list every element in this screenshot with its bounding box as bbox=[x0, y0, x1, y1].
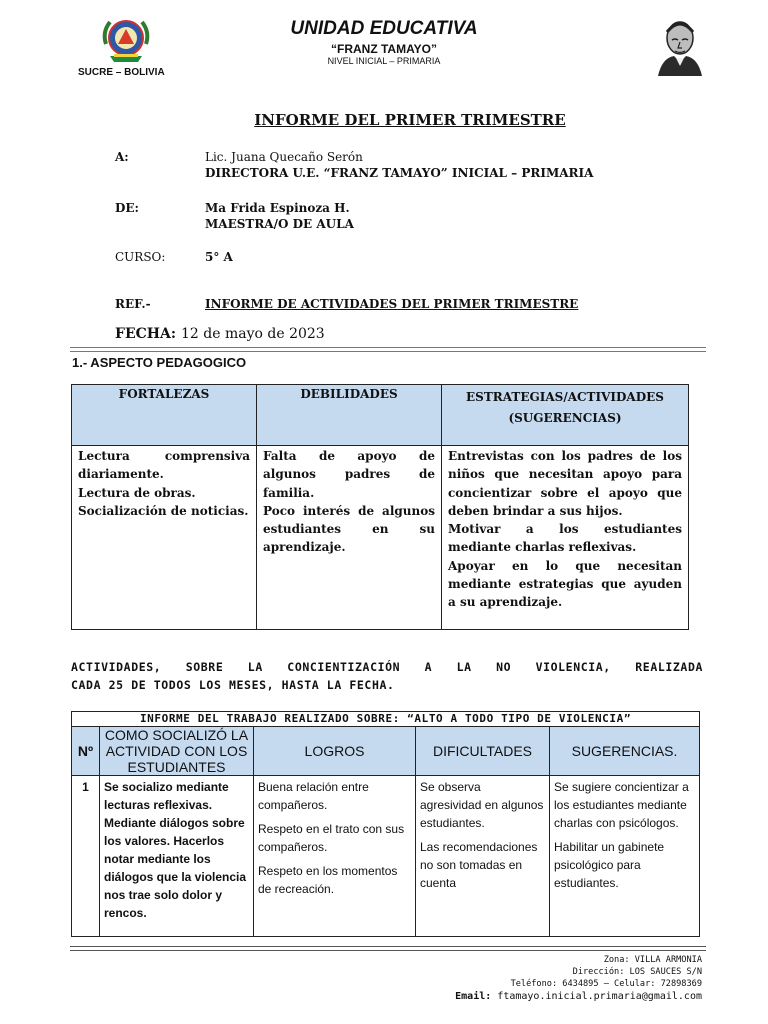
list-item: Apoyar en lo que necesitan mediante estrategias que ayuden a su aprendizaje. bbox=[448, 558, 682, 610]
debilidades-cell bbox=[257, 446, 442, 630]
socializo-cell: Se socializo mediante lecturas reflexivas. Mediante diálogos sobre los valores. Hacerlos notar mediante los diálogos que la violencia nos trae solo dolor y rencos. bbox=[100, 776, 254, 937]
header-number: Nº bbox=[72, 727, 100, 776]
from-label: DE: bbox=[115, 201, 139, 215]
footer-telefono: Teléfono: 6434895 – Celular: 72898369 bbox=[510, 979, 702, 989]
to-role: DIRECTORA U.E. “FRANZ TAMAYO” INICIAL – PRIMARIA bbox=[205, 166, 594, 180]
footer-email-link[interactable]: ftamayo.inicial.primaria@gmail.com bbox=[497, 991, 702, 1002]
estrategias-cell bbox=[442, 446, 689, 630]
list-item: Buena relación entre compañeros. bbox=[258, 780, 369, 812]
footer-email-label: Email: bbox=[455, 991, 492, 1002]
header-estrategias: ESTRATEGIAS/ACTIVIDADES (SUGERENCIAS) bbox=[442, 385, 689, 446]
list-item: Lectura comprensiva diariamente. bbox=[78, 449, 250, 482]
violence-report-table bbox=[71, 711, 700, 937]
pedagogic-table bbox=[71, 384, 689, 630]
list-item: Entrevistas con los padres de los niños que necesitan apoyo para concientizar sobre el apoyo que deben brindar a sus hijos. bbox=[448, 449, 682, 518]
header-sugerencias: SUGERENCIAS. bbox=[550, 727, 700, 776]
ref-value: INFORME DE ACTIVIDADES DEL PRIMER TRIMESTRE bbox=[205, 297, 579, 311]
footer-zona: Zona: VILLA ARMONIA bbox=[603, 955, 702, 965]
header-dificultades: DIFICULTADES bbox=[416, 727, 550, 776]
header-logros: LOGROS bbox=[254, 727, 416, 776]
header-socializo: COMO SOCIALIZÓ LA ACTIVIDAD CON LOS ESTUDIANTES bbox=[100, 727, 254, 776]
date-label: FECHA: bbox=[115, 326, 177, 342]
activities-line-1: ACTIVIDADES, SOBRE LA CONCIENTIZACIÓN A LA NO VIOLENCIA, REALIZADA bbox=[71, 660, 703, 674]
course-label: CURSO: bbox=[115, 250, 166, 264]
founder-portrait-icon bbox=[654, 14, 706, 76]
school-level: NIVEL INICIAL – PRIMARIA bbox=[327, 56, 441, 66]
footer-email-line bbox=[455, 991, 702, 1002]
row-number: 1 bbox=[72, 776, 100, 937]
table-caption: INFORME DEL TRABAJO REALIZADO SOBRE: “ALTO A TODO TIPO DE VIOLENCIA” bbox=[72, 712, 700, 727]
list-item: Habilitar un gabinete psicológico para estudiantes. bbox=[554, 840, 665, 890]
header-debilidades: DEBILIDADES bbox=[257, 385, 442, 446]
section-heading: 1.- ASPECTO PEDAGOGICO bbox=[72, 355, 247, 370]
from-name: Ma Frida Espinoza H. bbox=[205, 201, 350, 215]
to-label: A: bbox=[115, 150, 129, 164]
list-item: Las recomendaciones no son tomadas en cuenta bbox=[420, 840, 538, 890]
divider bbox=[70, 946, 706, 947]
list-item: Poco interés de algunos estudiantes en su aprendizaje. bbox=[263, 503, 435, 555]
school-name: UNIDAD EDUCATIVA bbox=[290, 18, 478, 39]
dificultades-cell bbox=[416, 776, 550, 937]
list-item: Se sugiere concientizar a los estudiantes mediante charlas con psicólogos. bbox=[554, 780, 689, 830]
footer-direccion: Dirección: LOS SAUCES S/N bbox=[572, 967, 702, 977]
course-value: 5° A bbox=[205, 250, 233, 264]
activities-line-2: CADA 25 DE TODOS LOS MESES, HASTA LA FECHA. bbox=[71, 678, 395, 692]
ref-label: REF.- bbox=[115, 297, 151, 311]
list-item: Respeto en los momentos de recreación. bbox=[258, 864, 398, 896]
list-item: Lectura de obras. bbox=[78, 485, 196, 500]
city-label: SUCRE – BOLIVIA bbox=[78, 67, 165, 78]
sugerencias-cell bbox=[550, 776, 700, 937]
list-item: Socialización de noticias. bbox=[78, 503, 249, 518]
school-subname: “FRANZ TAMAYO” bbox=[331, 42, 437, 56]
report-title: INFORME DEL PRIMER TRIMESTRE bbox=[254, 111, 566, 129]
divider bbox=[70, 347, 706, 348]
list-item: Se observa agresividad en algunos estudiantes. bbox=[420, 780, 544, 830]
from-role: MAESTRA/O DE AULA bbox=[205, 217, 354, 231]
divider bbox=[70, 950, 706, 951]
fortalezas-cell bbox=[72, 446, 257, 630]
header-fortalezas: FORTALEZAS bbox=[72, 385, 257, 446]
date-value: 12 de mayo de 2023 bbox=[181, 326, 325, 342]
to-name: Lic. Juana Quecaño Serón bbox=[205, 150, 363, 164]
list-item: Respeto en el trato con sus compañeros. bbox=[258, 822, 405, 854]
logros-cell bbox=[254, 776, 416, 937]
list-item: Motivar a los estudiantes mediante charlas reflexivas. bbox=[448, 522, 682, 555]
divider bbox=[70, 351, 706, 352]
list-item: Falta de apoyo de algunos padres de familia. bbox=[263, 449, 435, 500]
